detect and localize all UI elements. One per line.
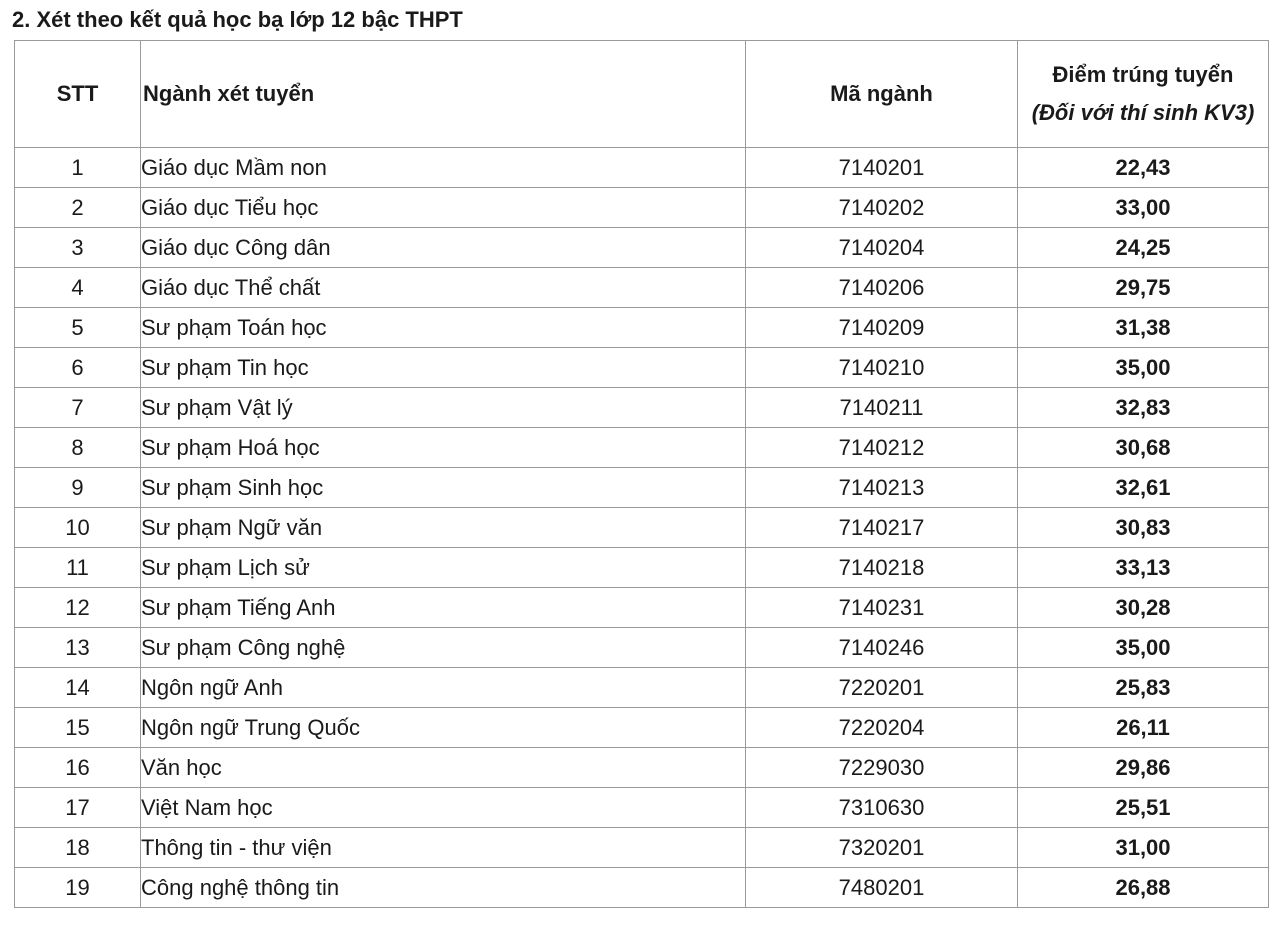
cell-major-name: Giáo dục Công dân	[141, 228, 746, 268]
cell-major-code: 7140212	[746, 428, 1018, 468]
table-row	[15, 268, 1269, 308]
cell-major-code: 7140213	[746, 468, 1018, 508]
cell-major-name: Sư phạm Công nghệ	[141, 628, 746, 668]
cell-stt: 3	[15, 228, 141, 268]
cell-major-code: 7140246	[746, 628, 1018, 668]
table-row	[15, 508, 1269, 548]
table-row	[15, 548, 1269, 588]
table-row	[15, 348, 1269, 388]
table-row	[15, 308, 1269, 348]
table-row	[15, 188, 1269, 228]
cell-major-code: 7229030	[746, 748, 1018, 788]
cell-major-code: 7140202	[746, 188, 1018, 228]
cell-stt: 5	[15, 308, 141, 348]
cell-major-name: Giáo dục Thể chất	[141, 268, 746, 308]
table-row	[15, 148, 1269, 188]
table-row	[15, 708, 1269, 748]
cell-major-code: 7310630	[746, 788, 1018, 828]
cell-major-code: 7220204	[746, 708, 1018, 748]
cell-score: 25,83	[1018, 668, 1269, 708]
cell-stt: 12	[15, 588, 141, 628]
cell-major-name: Sư phạm Tin học	[141, 348, 746, 388]
cell-major-name: Giáo dục Mầm non	[141, 148, 746, 188]
table-row	[15, 468, 1269, 508]
cell-stt: 16	[15, 748, 141, 788]
cell-major-code: 7140211	[746, 388, 1018, 428]
header-row	[15, 41, 1269, 148]
cell-major-code: 7140231	[746, 588, 1018, 628]
table-row	[15, 588, 1269, 628]
cell-score: 30,28	[1018, 588, 1269, 628]
cell-stt: 13	[15, 628, 141, 668]
cell-score: 33,00	[1018, 188, 1269, 228]
table-row	[15, 428, 1269, 468]
cell-score: 29,75	[1018, 268, 1269, 308]
cell-stt: 19	[15, 868, 141, 908]
cell-score: 30,83	[1018, 508, 1269, 548]
table-row	[15, 628, 1269, 668]
cell-major-name: Sư phạm Vật lý	[141, 388, 746, 428]
cell-major-name: Việt Nam học	[141, 788, 746, 828]
cell-major-code: 7320201	[746, 828, 1018, 868]
cell-major-name: Công nghệ thông tin	[141, 868, 746, 908]
cell-major-code: 7140204	[746, 228, 1018, 268]
table-row	[15, 748, 1269, 788]
cell-major-name: Sư phạm Toán học	[141, 308, 746, 348]
header-major-code: Mã ngành	[746, 41, 1018, 148]
table-row	[15, 388, 1269, 428]
header-score-note: (Đối với thí sinh KV3)	[1031, 100, 1255, 125]
cell-major-code: 7140210	[746, 348, 1018, 388]
cell-major-code: 7140209	[746, 308, 1018, 348]
cell-major-code: 7480201	[746, 868, 1018, 908]
cell-score: 35,00	[1018, 348, 1269, 388]
cell-major-name: Giáo dục Tiểu học	[141, 188, 746, 228]
cell-score: 31,00	[1018, 828, 1269, 868]
cell-stt: 8	[15, 428, 141, 468]
cell-stt: 6	[15, 348, 141, 388]
cell-major-name: Văn học	[141, 748, 746, 788]
table-row	[15, 668, 1269, 708]
cell-score: 32,61	[1018, 468, 1269, 508]
cell-major-code: 7140217	[746, 508, 1018, 548]
table-row	[15, 788, 1269, 828]
cell-score: 35,00	[1018, 628, 1269, 668]
cell-stt: 7	[15, 388, 141, 428]
cell-score: 31,38	[1018, 308, 1269, 348]
header-score	[1018, 41, 1269, 148]
cell-score: 29,86	[1018, 748, 1269, 788]
cell-major-name: Sư phạm Hoá học	[141, 428, 746, 468]
cell-stt: 18	[15, 828, 141, 868]
cell-score: 25,51	[1018, 788, 1269, 828]
cell-stt: 15	[15, 708, 141, 748]
table-row	[15, 228, 1269, 268]
cell-score: 26,11	[1018, 708, 1269, 748]
header-score-label: Điểm trúng tuyển	[1052, 62, 1234, 87]
cell-major-name: Ngôn ngữ Anh	[141, 668, 746, 708]
cell-major-code: 7220201	[746, 668, 1018, 708]
cell-major-code: 7140206	[746, 268, 1018, 308]
cell-major-name: Sư phạm Ngữ văn	[141, 508, 746, 548]
cell-stt: 17	[15, 788, 141, 828]
cell-major-name: Thông tin - thư viện	[141, 828, 746, 868]
table-row	[15, 868, 1269, 908]
table-body	[15, 148, 1269, 908]
cell-score: 33,13	[1018, 548, 1269, 588]
table-header	[15, 41, 1269, 148]
cell-major-code: 7140201	[746, 148, 1018, 188]
cell-stt: 2	[15, 188, 141, 228]
cell-stt: 4	[15, 268, 141, 308]
admission-scores-table	[14, 40, 1269, 908]
cell-major-name: Sư phạm Lịch sử	[141, 548, 746, 588]
cell-score: 24,25	[1018, 228, 1269, 268]
header-stt: STT	[15, 41, 141, 148]
cell-score: 30,68	[1018, 428, 1269, 468]
cell-stt: 1	[15, 148, 141, 188]
cell-score: 22,43	[1018, 148, 1269, 188]
cell-stt: 11	[15, 548, 141, 588]
section-heading: 2. Xét theo kết quả học bạ lớp 12 bậc THPT	[12, 7, 463, 32]
cell-stt: 9	[15, 468, 141, 508]
cell-score: 32,83	[1018, 388, 1269, 428]
cell-major-name: Sư phạm Sinh học	[141, 468, 746, 508]
cell-major-code: 7140218	[746, 548, 1018, 588]
header-major-name: Ngành xét tuyển	[141, 41, 746, 148]
cell-major-name: Ngôn ngữ Trung Quốc	[141, 708, 746, 748]
cell-major-name: Sư phạm Tiếng Anh	[141, 588, 746, 628]
cell-score: 26,88	[1018, 868, 1269, 908]
cell-stt: 14	[15, 668, 141, 708]
table-row	[15, 828, 1269, 868]
cell-stt: 10	[15, 508, 141, 548]
